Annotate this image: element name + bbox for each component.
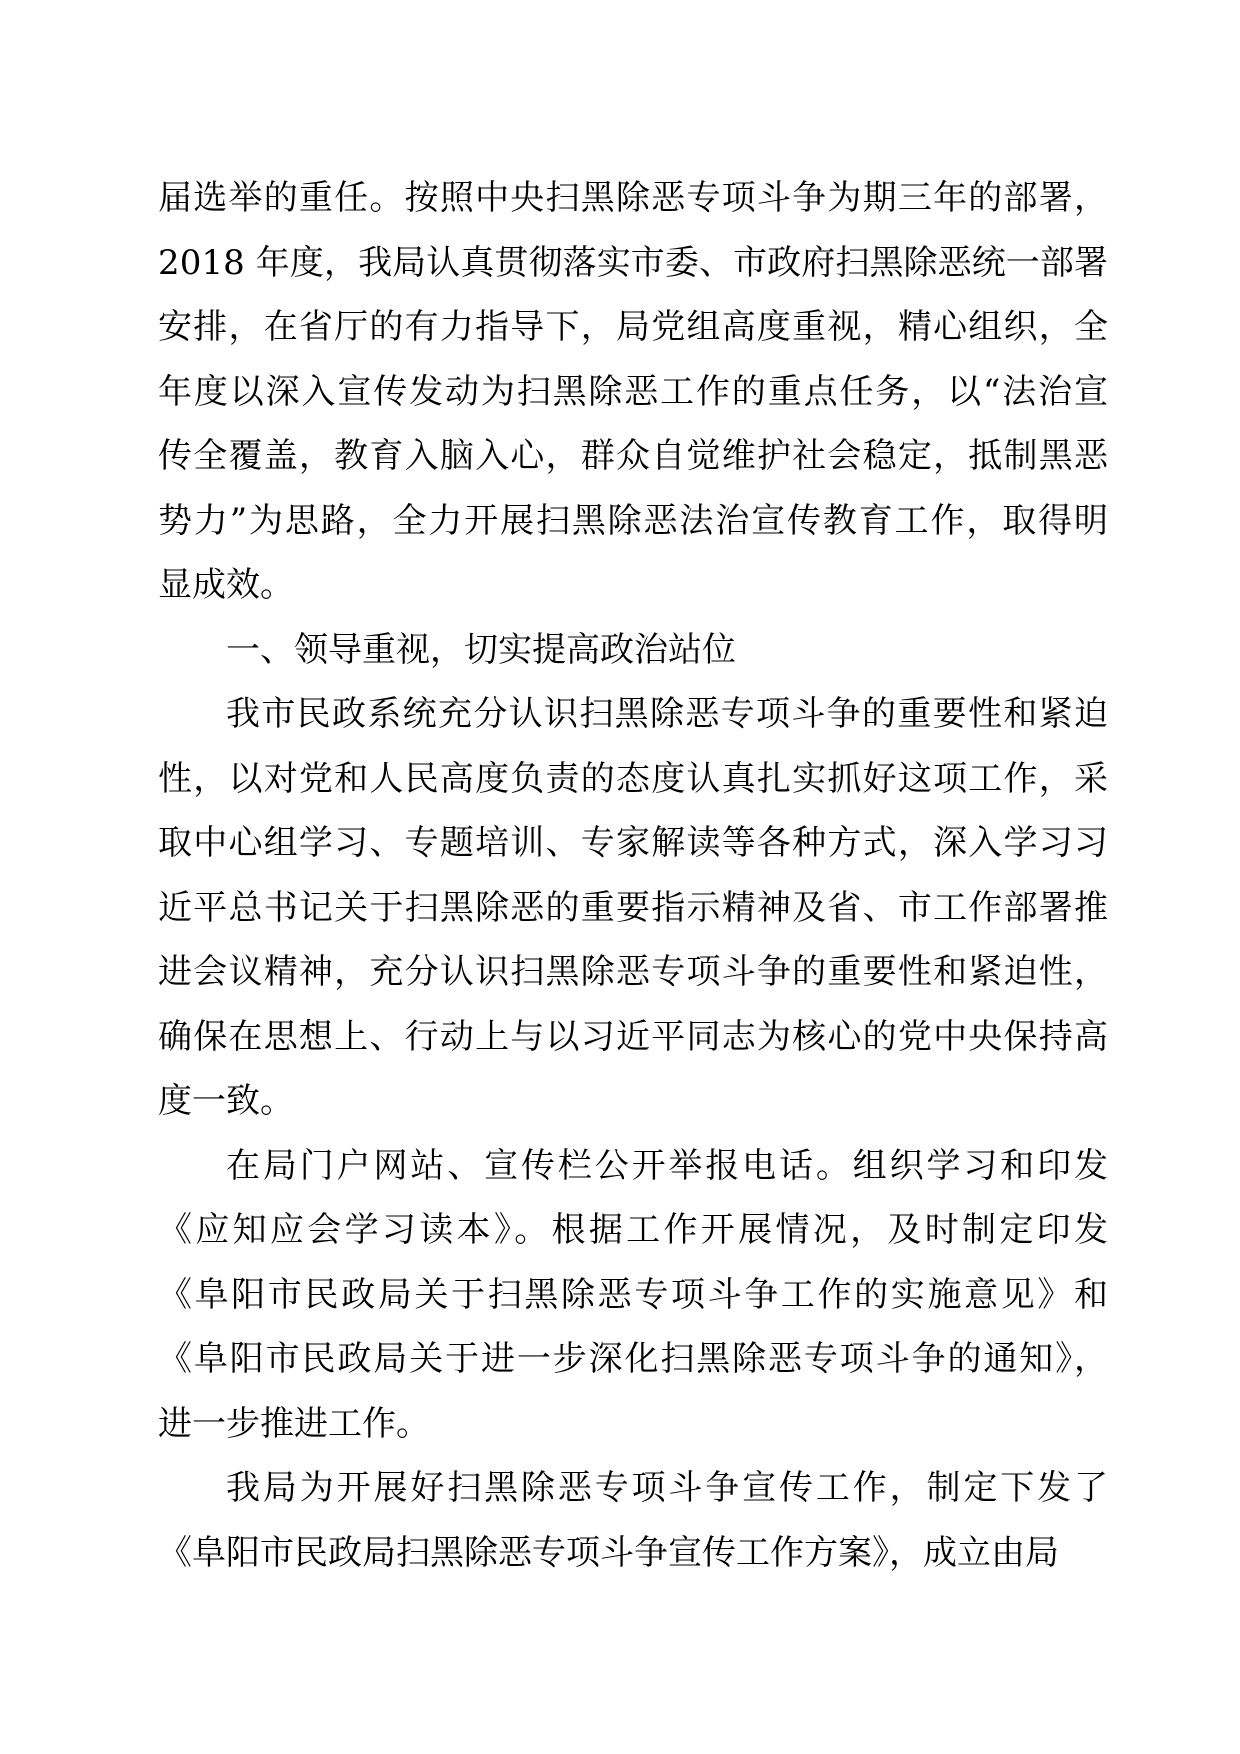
text-line: 《阜阳市民政局扫黑除恶专项斗争宣传工作方案》，成立由局 xyxy=(158,1532,1059,1573)
text-line: 2018 年度，我局认真贯彻落实市委、市政府扫黑除恶统一部署 xyxy=(158,242,1109,283)
text-line: 性，以对党和人民高度负责的态度认真扎实抓好这项工作，采 xyxy=(158,758,1110,799)
text-line: 届选举的重任。按照中央扫黑除恶专项斗争为期三年的部署， xyxy=(158,178,1110,218)
text-line: 在局门户网站、宣传栏公开举报电话。组织学习和印发 xyxy=(226,1145,1111,1186)
text-line: 我市民政系统充分认识扫黑除恶专项斗争的重要性和紧迫 xyxy=(226,694,1110,734)
text-line: 显成效。 xyxy=(158,565,294,605)
text-line: 进会议精神，充分认识扫黑除恶专项斗争的重要性和紧迫性， xyxy=(158,952,1110,992)
section-heading: 一、领导重视，切实提高政治站位 xyxy=(226,629,736,670)
text-line: 我局为开展好扫黑除恶专项斗争宣传工作，制定下发了 xyxy=(226,1468,1111,1508)
text-line: 年度以深入宣传发动为扫黑除恶工作的重点任务，以“法治宣 xyxy=(158,371,1110,412)
text-line: 确保在思想上、行动上与以习近平同志为核心的党中央保持高 xyxy=(158,1016,1110,1057)
text-line: 近平总书记关于扫黑除恶的重要指示精神及省、市工作部署推 xyxy=(158,887,1110,928)
text-line: 势力”为思路，全力开展扫黑除恶法治宣传教育工作，取得明 xyxy=(158,500,1110,541)
text-line: 《应知应会学习读本》。根据工作开展情况，及时制定印发 xyxy=(158,1210,1112,1250)
text-line: 安排，在省厅的有力指导下，局党组高度重视，精心组织，全 xyxy=(158,307,1110,347)
text-line: 度一致。 xyxy=(158,1081,294,1121)
text-line: 《阜阳市民政局关于扫黑除恶专项斗争工作的实施意见》和 xyxy=(158,1274,1111,1315)
text-line: 传全覆盖，教育入脑入心，群众自觉维护社会稳定，抵制黑恶 xyxy=(158,436,1110,476)
text-line: 进一步推进工作。 xyxy=(158,1403,430,1444)
document-body xyxy=(158,166,1112,1585)
text-line: 取中心组学习、专题培训、专家解读等各种方式，深入学习习 xyxy=(158,823,1110,863)
text-line: 《阜阳市民政局关于进一步深化扫黑除恶专项斗争的通知》， xyxy=(158,1339,1110,1379)
